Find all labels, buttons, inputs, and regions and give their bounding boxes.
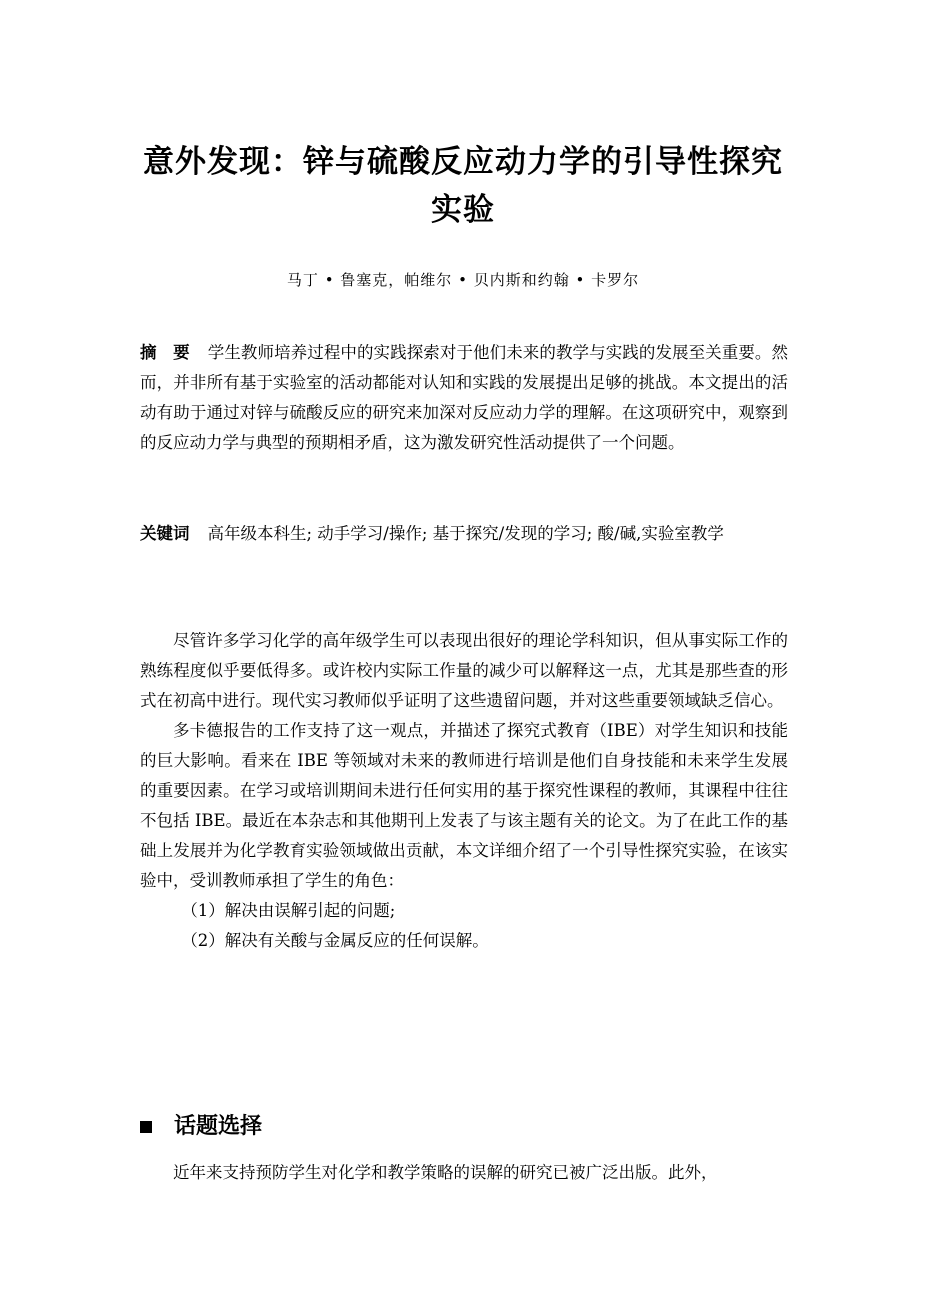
intro-list-item-2: （2）解决有关酸与金属反应的任何误解。 bbox=[181, 931, 489, 950]
keywords-text: 高年级本科生; 动手学习/操作; 基于探究/发现的学习; 酸/碱,实验室教学 bbox=[207, 524, 724, 543]
abstract-label: 摘 要 bbox=[140, 343, 190, 362]
keywords-label: 关键词 bbox=[140, 524, 190, 543]
section-body bbox=[140, 1158, 788, 1188]
abstract bbox=[140, 338, 788, 458]
abstract-text: 学生教师培养过程中的实践探索对于他们未来的教学与实践的发展至关重要。然而，并非所有基于实验室的活动都能对认知和实践的发展提出足够的挑战。本文提出的活动有助于通过对锌与硫酸反应的研究来加深对反应动力学的理解。在这项研究中，观察到的反应动力学与典型的预期相矛盾，这为激发研究性活动提供了一个问题。 bbox=[140, 343, 789, 452]
paper-authors: 马丁 • 鲁塞克，帕维尔 • 贝内斯和约翰 • 卡罗尔 bbox=[286, 271, 640, 289]
section-heading-text: 话题选择 bbox=[174, 1114, 263, 1139]
intro-paragraph-2: 多卡德报告的工作支持了这一观点，并描述了探究式教育（IBE）对学生知识和技能的巨大影响。看来在 IBE 等领域对未来的教师进行培训是他们自身技能和未来学生发展的重要因素。在学习或培训期间未进行任何实用的基于探究性课程的教师，其课程中往往不包括 IBE。最近在本杂志和其他期刊上发表了与该主题有关的论文。为了在此工作的基础上发展并为化学教育实验领域做出贡献，本文详细介绍了一个引导性探究实验，在该实验中，受训教师承担了学生的角色： bbox=[140, 721, 788, 890]
intro-paragraph-1: 尽管许多学习化学的高年级学生可以表现出很好的理论学科知识，但从事实际工作的熟练程度似乎要低得多。或许校内实际工作量的减少可以解释这一点，尤其是那些查的形式在初高中进行。现代实习教师似乎证明了这些遗留问题，并对这些重要领域缺乏信心。 bbox=[140, 631, 788, 710]
paper-title: 意外发现：锌与硫酸反应动力学的引导性探究实验 bbox=[143, 144, 783, 228]
keywords bbox=[140, 519, 788, 549]
section-paragraph-1: 近年来支持预防学生对化学和教学策略的误解的研究已被广泛出版。此外， bbox=[173, 1163, 718, 1182]
square-bullet-icon bbox=[140, 1121, 152, 1133]
section-heading bbox=[140, 1110, 262, 1144]
introduction bbox=[140, 626, 788, 956]
intro-list-item-1: （1）解决由误解引起的问题; bbox=[181, 901, 396, 920]
